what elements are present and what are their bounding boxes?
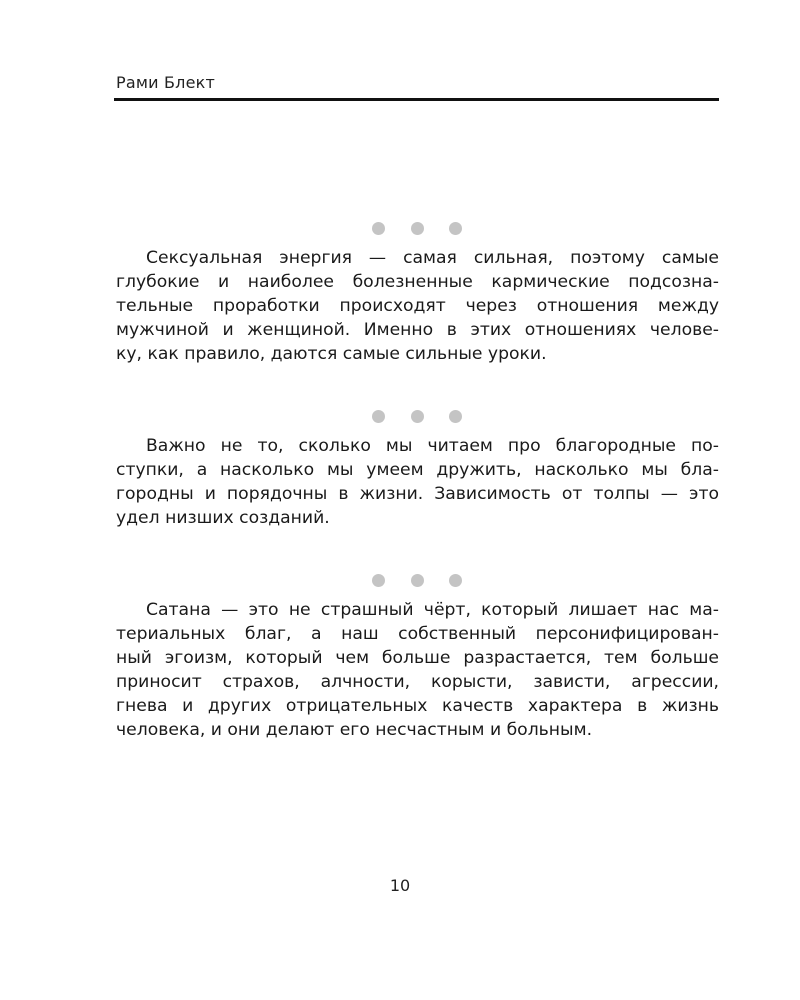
text-line: ку, как правило, даются самые сильные уроки. <box>116 344 547 364</box>
page-number: 10 <box>389 876 411 895</box>
text-line: ступки, а насколько мы умеем дружить, насколько мы бла- <box>116 460 719 480</box>
text-line: глубокие и наиболее болезненные кармические подсозна- <box>116 272 719 292</box>
divider-dot <box>372 574 385 587</box>
section-divider <box>372 574 462 586</box>
text-line: Сатана — это не страшный чёрт, который лишает нас ма- <box>146 600 719 620</box>
text-line: мужчиной и женщиной. Именно в этих отношениях челове- <box>116 320 719 340</box>
text-line: Важно не то, сколько мы читаем про благородные по- <box>146 436 719 456</box>
text-line: приносит страхов, алчности, корысти, зависти, агрессии, <box>116 672 719 692</box>
divider-dot <box>411 410 424 423</box>
paragraph <box>116 434 719 530</box>
divider-dot <box>372 410 385 423</box>
text-line: тельные проработки происходят через отношения между <box>116 296 719 316</box>
divider-dot <box>411 574 424 587</box>
section-divider <box>372 410 462 422</box>
divider-dot <box>449 410 462 423</box>
text-line: человека, и они делают его несчастным и больным. <box>116 720 593 740</box>
running-head-author: Рами Блект <box>116 73 216 92</box>
paragraph <box>116 246 719 366</box>
text-line: териальных благ, а наш собственный персонифицирован- <box>116 624 719 644</box>
header-rule <box>114 98 719 101</box>
text-line: гнева и других отрицательных качеств характера в жизнь <box>116 696 719 716</box>
divider-dot <box>411 222 424 235</box>
divider-dot <box>449 574 462 587</box>
section-divider <box>372 222 462 234</box>
text-line: городны и порядочны в жизни. Зависимость от толпы — это <box>116 484 719 504</box>
text-line: ный эгоизм, который чем больше разрастается, тем больше <box>116 648 719 668</box>
text-line: Сексуальная энергия — самая сильная, поэтому самые <box>146 248 719 268</box>
divider-dot <box>372 222 385 235</box>
divider-dot <box>449 222 462 235</box>
text-line: удел низших созданий. <box>116 508 330 528</box>
paragraph <box>116 598 719 742</box>
